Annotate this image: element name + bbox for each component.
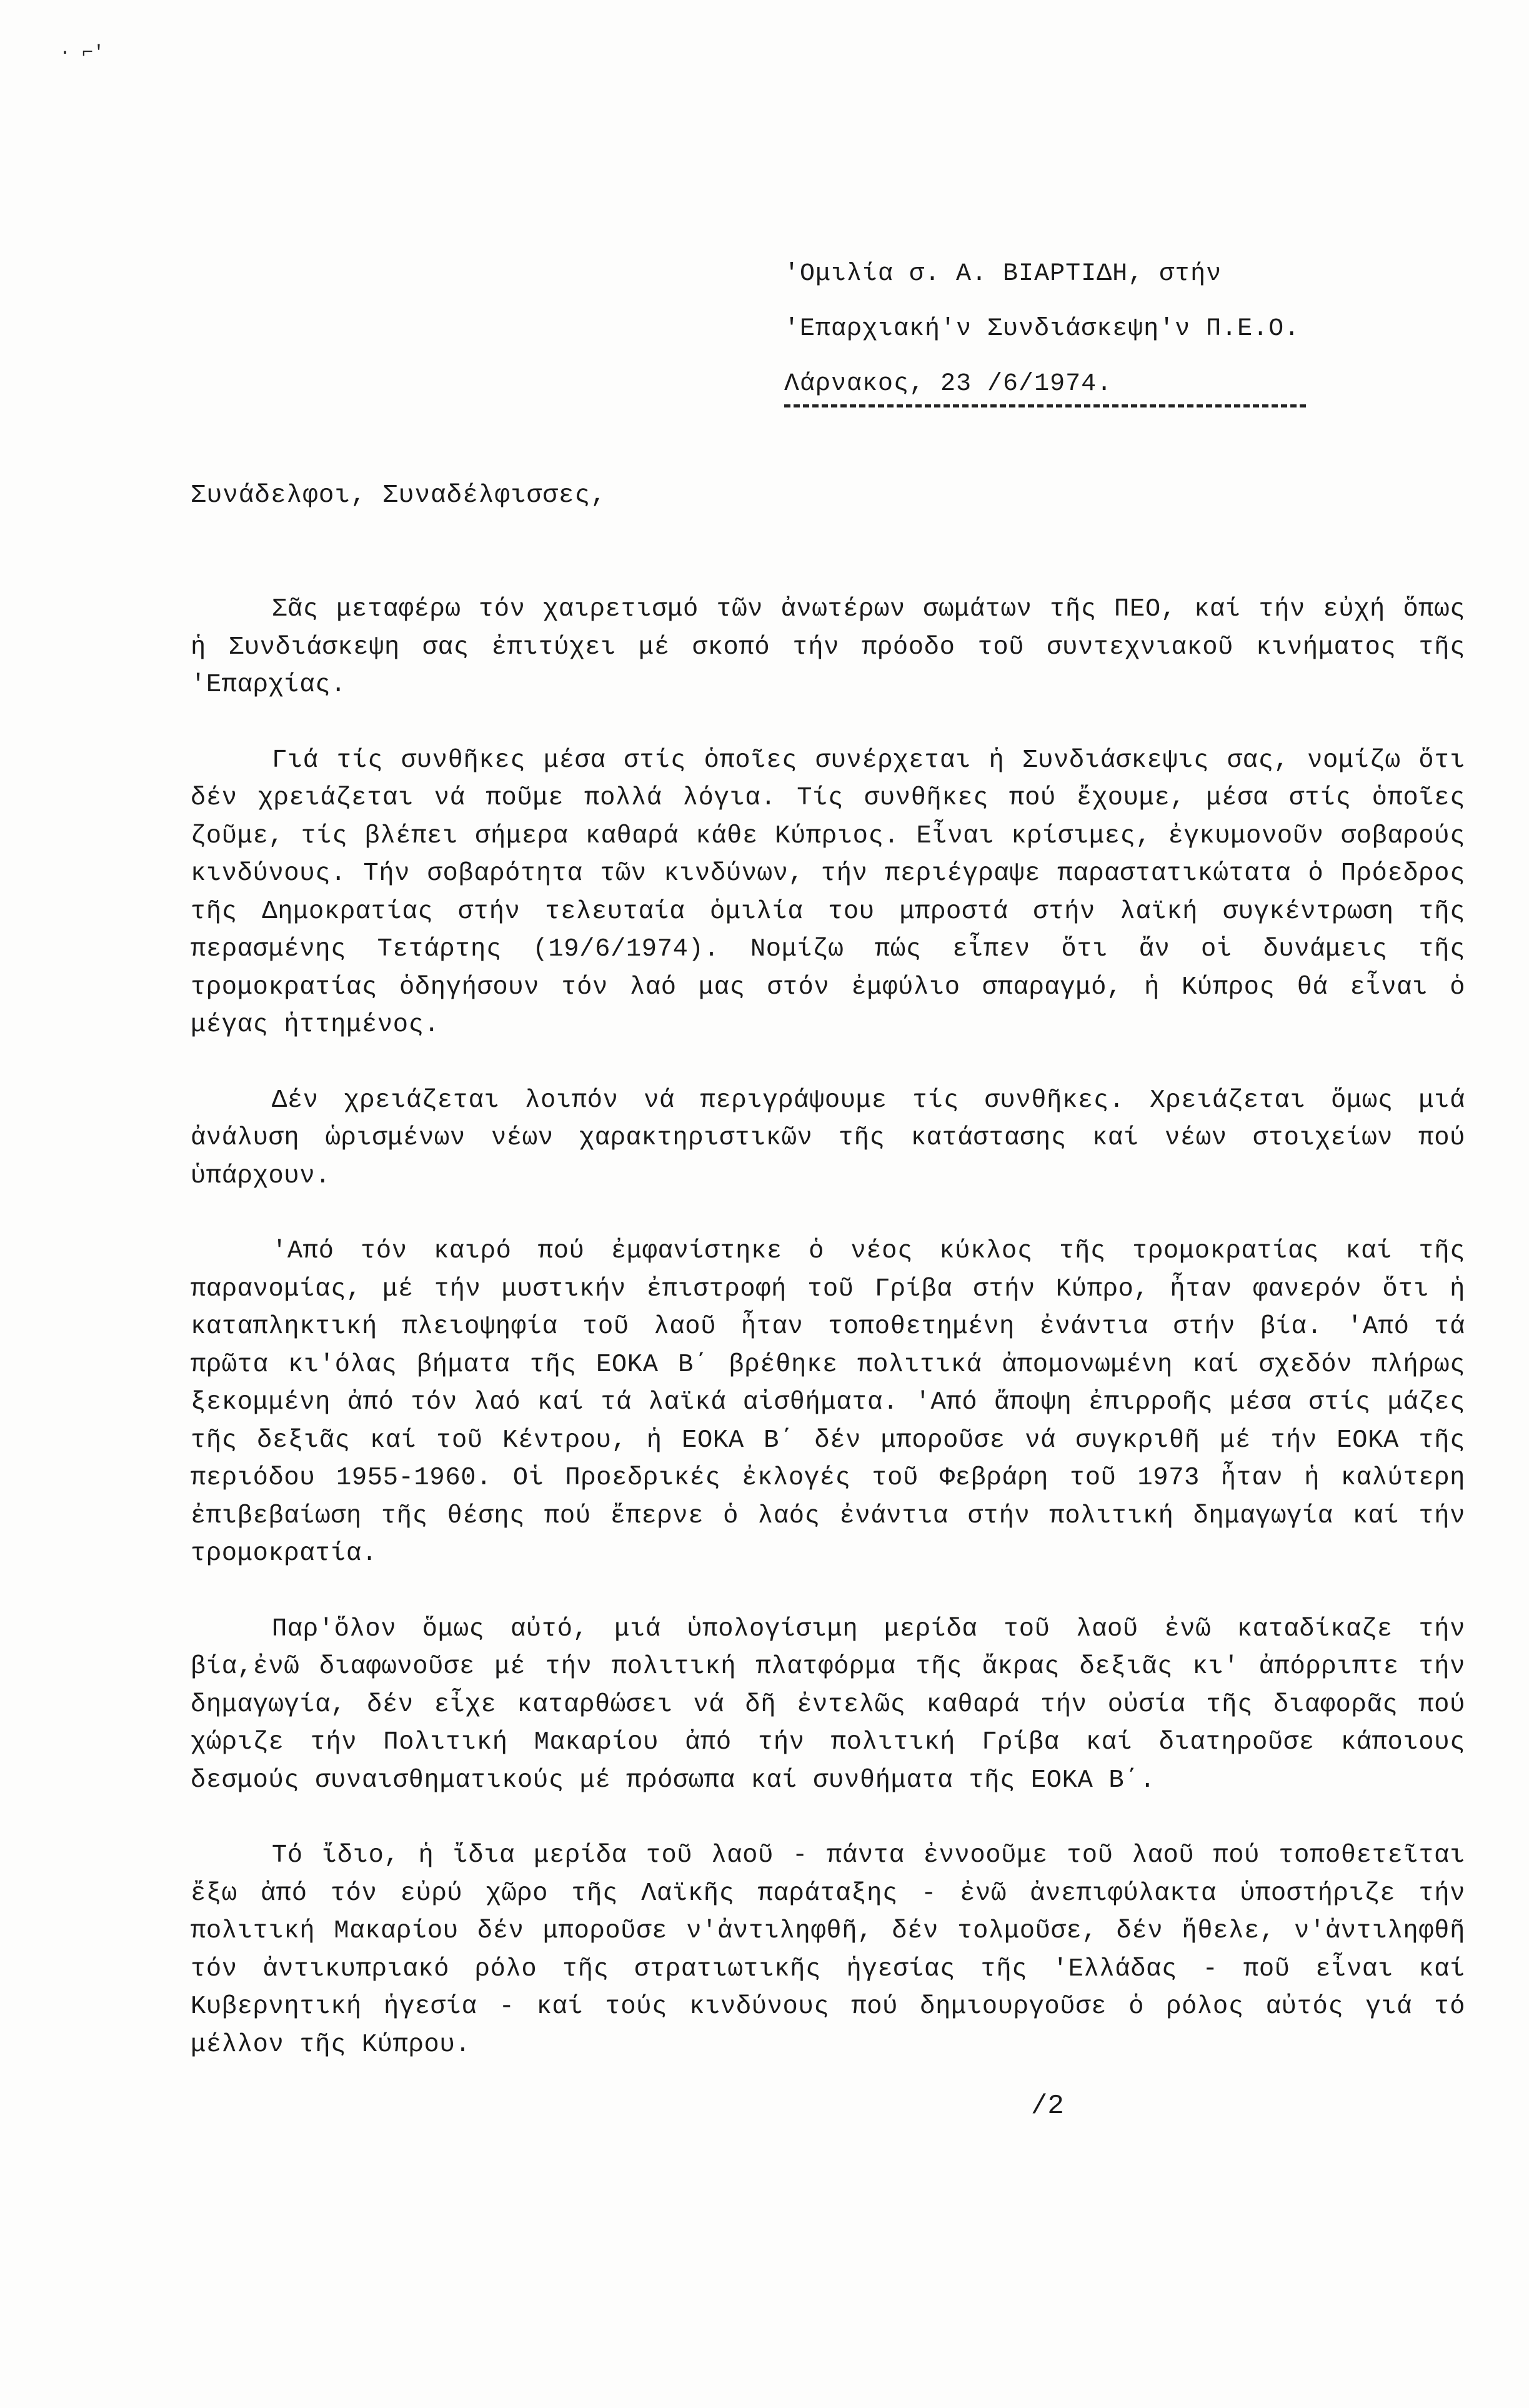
page-continuation-marker: /2 (1031, 2091, 1064, 2122)
corner-mark: · ⌐' (59, 42, 105, 64)
header-date-line: Λάρνακος, 23 /6/1974. (784, 364, 1306, 407)
document-header (784, 247, 1347, 412)
header-title-line: 'Ομιλία σ. Α. ΒΙΑΡΤΙΔΗ, στήν (784, 260, 1222, 288)
paragraph-3: Δέν χρειάζεται λοιπόν νά περιγράψουμε τίς συνθῆκες. Χρειάζεται ὅμως μιά ἀνάλυση ὡρισμένων νέων χαρακτηριστικῶν τῆς κατάστασης καί νέων στοιχείων πού ὑπάρχουν. (191, 1086, 1465, 1191)
paragraph-2: Γιά τίς συνθῆκες μέσα στίς ὁποῖες συνέρχεται ἡ Συνδιάσκεψις σας, νομίζω ὅτι δέν χρειάζεται νά ποῦμε πολλά λόγια. Τίς συνθῆκες πού ἔχουμε, μέσα στίς ὁποῖες ζοῦμε, τίς βλέπει σήμερα καθαρά κάθε Κύπριος. Εἶναι κρίσιμες, ἐγκυμονοῦν σοβαρούς κινδύνους. Τήν σοβαρότητα τῶν κινδύνων, τήν περιέγραψε παραστατικώτατα ὁ Πρόεδρος τῆς Δημοκρατίας στήν τελευταία ὁμιλία του μπροστά στήν λαϊκή συγκέντρωση τῆς περασμένης Τετάρτης (19/6/1974). Νομίζω πώς εἶπεν ὅτι ἄν οἱ δυνάμεις τῆς τρομοκρατίας ὁδηγήσουν τόν λαό μας στόν ἐμφύλιο σπαραγμό, ἡ Κύπρος θά εἶναι ὁ μέγας ἡττημένος. (191, 746, 1465, 1039)
paragraph-6: Τό ἴδιο, ἡ ἴδια μερίδα τοῦ λαοῦ - πάντα ἐννοοῦμε τοῦ λαοῦ πού τοποθετεῖται ἔξω ἀπό τόν εὐρύ χῶρο τῆς Λαϊκῆς παράταξης - ἐνῶ ἀνεπιφύλακτα ὑποστήριζε τήν πολιτική Μακαρίου δέν μποροῦσε ν'ἀντιληφθῆ, δέν τολμοῦσε, δέν ἤθελε, ν'ἀντιληφθῆ τόν ἀντικυπριακό ρόλο τῆς στρατιωτικῆς ἡγεσίας τῆς 'Ελλάδας - ποῦ εἶναι καί Κυβερνητική ἡγεσία - καί τούς κινδύνους πού δημιουργοῦσε ὁ ρόλος αὐτός γιά τό μέλλον τῆς Κύπρου. (191, 1841, 1465, 2059)
paragraph-5: Παρ'ὅλον ὅμως αὐτό, μιά ὑπολογίσιμη μερίδα τοῦ λαοῦ ἐνῶ καταδίκαζε τήν βία,ἐνῶ διαφωνοῦσε μέ τήν πολιτική πλατφόρμα τῆς ἄκρας δεξιᾶς κι' ἀπόρριπτε τήν δημαγωγία, δέν εἶχε καταρθώσει νά δῆ ἐντελῶς καθαρά τήν οὐσία τῆς διαφορᾶς πού χώριζε τήν Πολιτική Μακαρίου ἀπό τήν πολιτική Γρίβα καί διατηροῦσε κάποιους δεσμούς συναισθηματικούς μέ πρόσωπα καί συνθήματα τῆς ΕΟΚΑ Β΄. (191, 1614, 1465, 1795)
header-event-line: 'Επαρχιακή'ν Συνδιάσκεψη'ν Π.Ε.Ο. (784, 315, 1300, 343)
paragraph-1: Σᾶς μεταφέρω τόν χαιρετισμό τῶν ἀνωτέρων σωμάτων τῆς ΠΕΟ, καί τήν εὐχή ὅπως ἡ Συνδιάσκεψη σας ἐπιτύχει μέ σκοπό τήν πρόοδο τοῦ συντεχνιακοῦ κινήματος τῆς 'Επαρχίας. (191, 595, 1465, 699)
speech-body (191, 591, 1465, 2101)
salutation: Συνάδελφοι, Συναδέλφισσες, (191, 481, 607, 510)
paragraph-4: 'Από τόν καιρό πού ἐμφανίστηκε ὁ νέος κύκλος τῆς τρομοκρατίας καί τῆς παρανομίας, μέ τήν μυστικήν ἐπιστροφή τοῦ Γρίβα στήν Κύπρο, ἦταν φανερόν ὅτι ἡ καταπληκτική πλειοψηφία τοῦ λαοῦ ἦταν τοποθετημένη ἐνάντια στήν βία. 'Από τά πρῶτα κι'όλας βήματα τῆς ΕΟΚΑ Β΄ βρέθηκε πολιτικά ἀπομονωμένη καί σχεδόν πλήρως ξεκομμένη ἀπό τόν λαό καί τά λαϊκά αἰσθήματα. 'Από ἄποψη ἐπιρροῆς μέσα στίς μάζες τῆς δεξιᾶς καί τοῦ Κέντρου, ἡ ΕΟΚΑ Β΄ δέν μποροῦσε νά συγκριθῆ μέ τήν ΕΟΚΑ τῆς περιόδου 1955-1960. Οἱ Προεδρικές ἐκλογές τοῦ Φεβράρη τοῦ 1973 ἦταν ἡ καλύτερη ἐπιβεβαίωση τῆς θέσης πού ἔπερνε ὁ λαός ἐνάντια στήν πολιτική δημαγωγία καί τήν τρομοκρατία. (191, 1237, 1465, 1568)
